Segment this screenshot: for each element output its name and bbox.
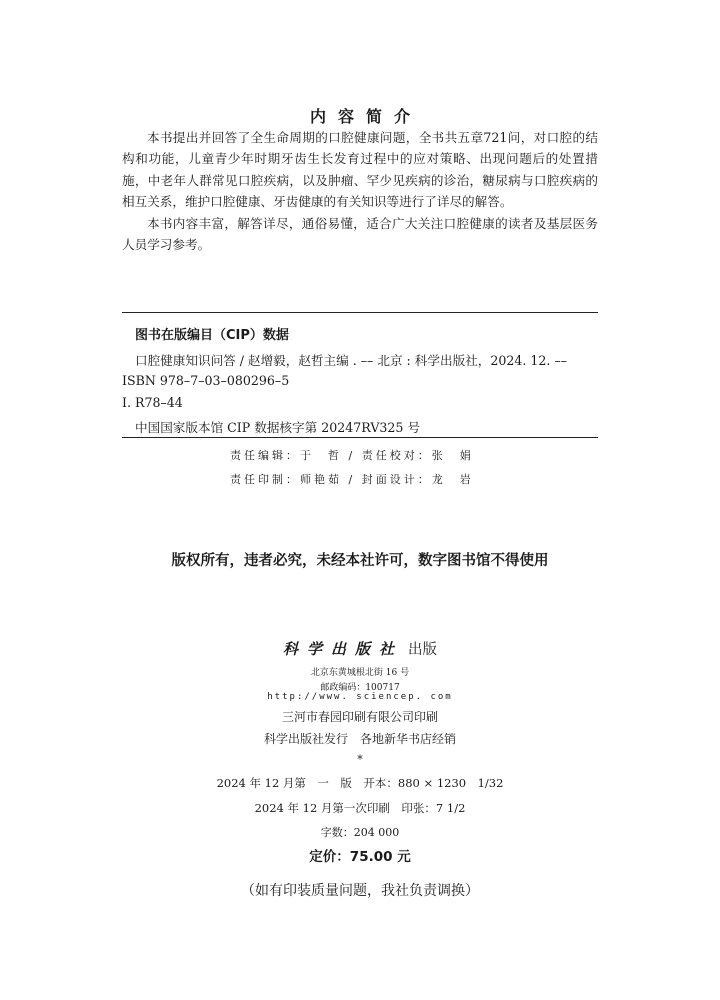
publisher-postcode: 邮政编码：100717: [320, 683, 400, 693]
intro-paragraph: 本书提出并回答了全生命周期的口腔健康问题，全书共五章721问，对口腔的结构和功能，儿童青少年时期牙齿生长发育过程中的应对策略、出现问题后的处置措施，中老年人群常见口腔疾病，以及肿瘤、罕少见疾病的诊治，糖尿病与口腔疾病的相互关系，维护口腔健康、牙齿健康的有关知识等进行了详尽的解答。: [122, 130, 598, 210]
quality-notice: （如有印装质量问题，我社负责调换）: [241, 883, 479, 899]
intro-title: 内容简介: [309, 107, 422, 126]
copyright-statement: 版权所有，违者必究，未经本社许可，数字图书馆不得使用: [171, 553, 549, 569]
cip-top-rule: [122, 312, 598, 313]
publisher-line: [0, 638, 720, 659]
separator-star: *: [357, 753, 363, 766]
publisher-address: 北京东黄城根北街 16 号: [310, 668, 410, 678]
distribution-line: 科学出版社发行 各地新华书店经销: [263, 732, 456, 746]
printing-line: 2024 年 12 月第一次印刷 印张：7 1/2: [254, 801, 466, 815]
publisher-name: 科学出版社: [282, 640, 403, 658]
price: 定价：75.00 元: [309, 849, 411, 865]
cip-title: 图书在版编目（CIP）数据: [135, 328, 289, 343]
staff-production: 责任印制：师艳茹 / 封面设计：龙 岩: [230, 473, 474, 486]
word-count: 字数：204 000: [320, 826, 400, 839]
edition-line: 2024 年 12 月第 一 版 开本：880 × 1230 1/32: [216, 776, 504, 790]
cip-line-record-number: 中国国家版本馆 CIP 数据核字第 20247RV325 号: [135, 420, 421, 435]
printer-line: 三河市春园印刷有限公司印刷: [281, 710, 438, 724]
intro-body: [122, 127, 598, 255]
publisher-suffix: 出版: [408, 642, 438, 658]
cip-line-isbn: ISBN 978–7–03–080296–5: [122, 373, 290, 388]
intro-paragraph: 本书内容丰富，解答详尽，通俗易懂，适合广大关注口腔健康的读者及基层医务人员学习参考。: [122, 215, 598, 253]
publisher-url: http://www. sciencep. com: [267, 692, 453, 702]
cip-bottom-rule: [122, 437, 598, 438]
cip-line-classification: Ⅰ. R78–44: [122, 395, 183, 410]
staff-editors: 责任编辑：于 哲 / 责任校对：张 娟: [230, 449, 474, 462]
cip-line-title: 口腔健康知识问答 / 赵增毅，赵哲主编 . –– 北京 : 科学出版社，2024. 12. ––: [135, 353, 568, 368]
